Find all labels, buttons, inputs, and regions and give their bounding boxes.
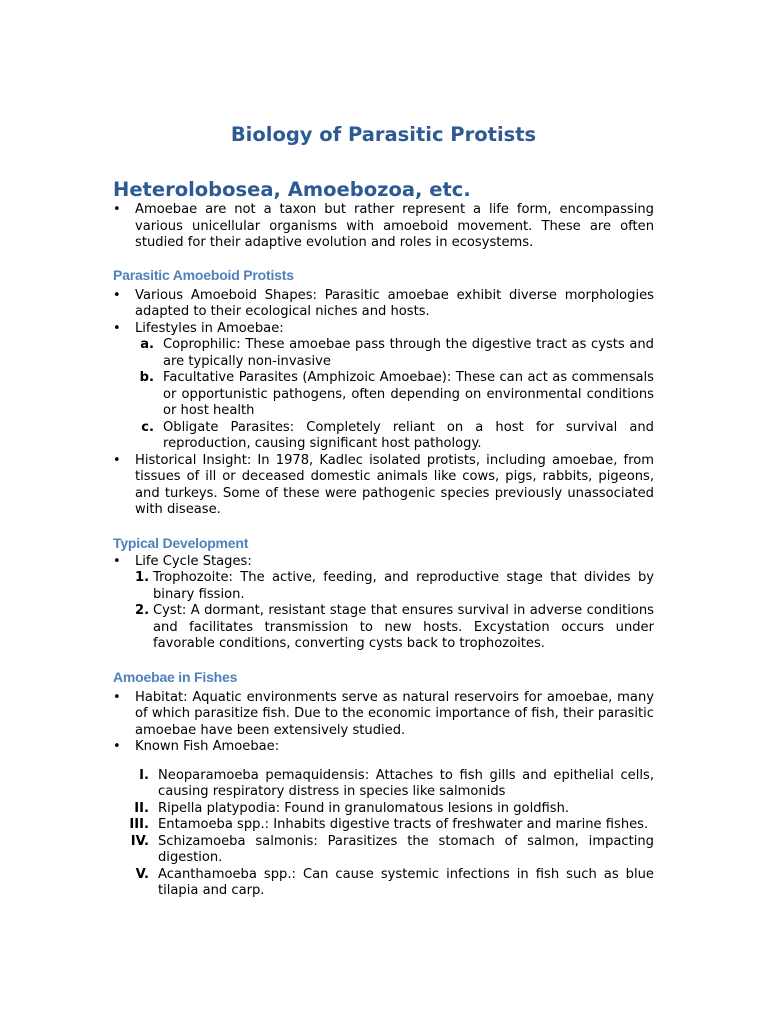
list-item [113,834,654,867]
list-item [113,453,654,519]
list-item-text: Life Cycle Stages: [135,553,252,569]
list-marker: b. [139,370,154,385]
list-item-text: Lifestyles in Amoebae: [135,320,284,336]
list-item [113,288,654,321]
list-item [113,867,654,900]
list-item [113,739,654,756]
list-item-text: Cyst: A dormant, resistant stage that ensures survival in adverse conditions and facilitates transmission to new hosts. Excystation occurs under favorable conditions, converting cysts back to trophozoites. [153,603,654,651]
list-marker: 2. [135,603,150,618]
list-item-text: Obligate Parasites: Completely reliant on a host for survival and reproduction, causing significant host pathology. [163,419,654,451]
list-item-text: Historical Insight: In 1978, Kadlec isolated protists, including amoebae, from tissues of ill or deceased domestic animals like cows, pigs, rabbits, pigeons, and turkeys. Some of these were pathogenic species previously unassociated with disease. [135,452,654,517]
list-item [113,321,654,338]
fish-amoebae-list [113,768,654,900]
list-item-text: Coprophilic: These amoebae pass through the digestive tract as cysts and are typically non-invasive [163,337,654,369]
list-item-text: Acanthamoeba spp.: Can cause systemic infections in fish such as blue tilapia and carp. [158,866,654,898]
list-marker: II. [134,800,149,816]
bullet-icon: • [113,689,121,705]
bullet-icon: • [113,739,121,754]
list-marker: I. [139,767,149,783]
bullet-list [113,288,654,338]
list-item-text: Habitat: Aquatic environments serve as natural reservoirs for amoebae, many of which parasitize fish. Due to the economic importance of fish, their parasitic amoebae have been extensively studied. [135,689,654,738]
list-item [113,570,654,603]
subheading-typical-development: Typical Development [113,534,249,551]
subheading-amoebae-in-fishes: Amoebae in Fishes [113,668,238,685]
list-marker: III. [129,817,149,832]
list-item-text: Amoebae are not a taxon but rather represent a life form, encompassing various unicellular organisms with amoeboid movement. These are often studied for their adaptive evolution and roles in ecosystems. [135,202,654,250]
bullet-list [113,690,654,756]
list-item [113,817,654,834]
intro-list [113,202,654,252]
page-title: Biology of Parasitic Protists [230,123,537,146]
list-item [113,337,654,370]
list-item-text: Ripella platypodia: Found in granulomatous lesions in goldfish. [158,800,570,816]
list-item-text: Various Amoeboid Shapes: Parasitic amoebae exhibit diverse morphologies adapted to their ecological niches and hosts. [135,287,654,319]
bullet-icon: • [113,287,121,303]
list-item-text: Trophozoite: The active, feeding, and reproductive stage that divides by binary fission. [153,570,654,602]
list-marker: IV. [130,833,149,849]
list-item [113,690,654,740]
list-item-text: Neoparamoeba pemaquidensis: Attaches to fish gills and epithelial cells, causing respiratory distress in species like salmonids [158,767,654,799]
list-item-text: Facultative Parasites (Amphizoic Amoebae): These can act as commensals or opportunistic pathogens, often depending on environmental conditions or host health [163,370,654,418]
list-marker: V. [135,866,149,882]
list-item-text: Entamoeba spp.: Inhabits digestive tracts of freshwater and marine fishes. [158,817,649,832]
list-marker: a. [140,337,154,352]
section-heading: Heterolobosea, Amoebozoa, etc. [113,178,471,201]
list-item [113,420,654,453]
bullet-icon: • [113,452,121,468]
document-body [113,122,654,900]
bullet-list [113,453,654,519]
bullet-icon: • [113,320,121,336]
list-item [113,370,654,420]
bullet-icon: • [113,553,121,569]
subheading-parasitic-amoeboid-protists: Parasitic Amoeboid Protists [113,266,294,283]
list-item-text: Schizamoeba salmonis: Parasitizes the stomach of salmon, impacting digestion. [158,833,654,865]
bullet-icon: • [113,202,121,217]
lifestyles-list [113,337,654,453]
list-marker: c. [141,419,154,435]
list-item [113,801,654,818]
list-item [113,554,654,571]
list-item [113,202,654,252]
bullet-list [113,554,654,571]
list-item [113,603,654,653]
list-item-text: Known Fish Amoebae: [135,739,280,754]
list-item [113,768,654,801]
life-cycle-list [113,570,654,653]
list-marker: 1. [135,570,150,585]
